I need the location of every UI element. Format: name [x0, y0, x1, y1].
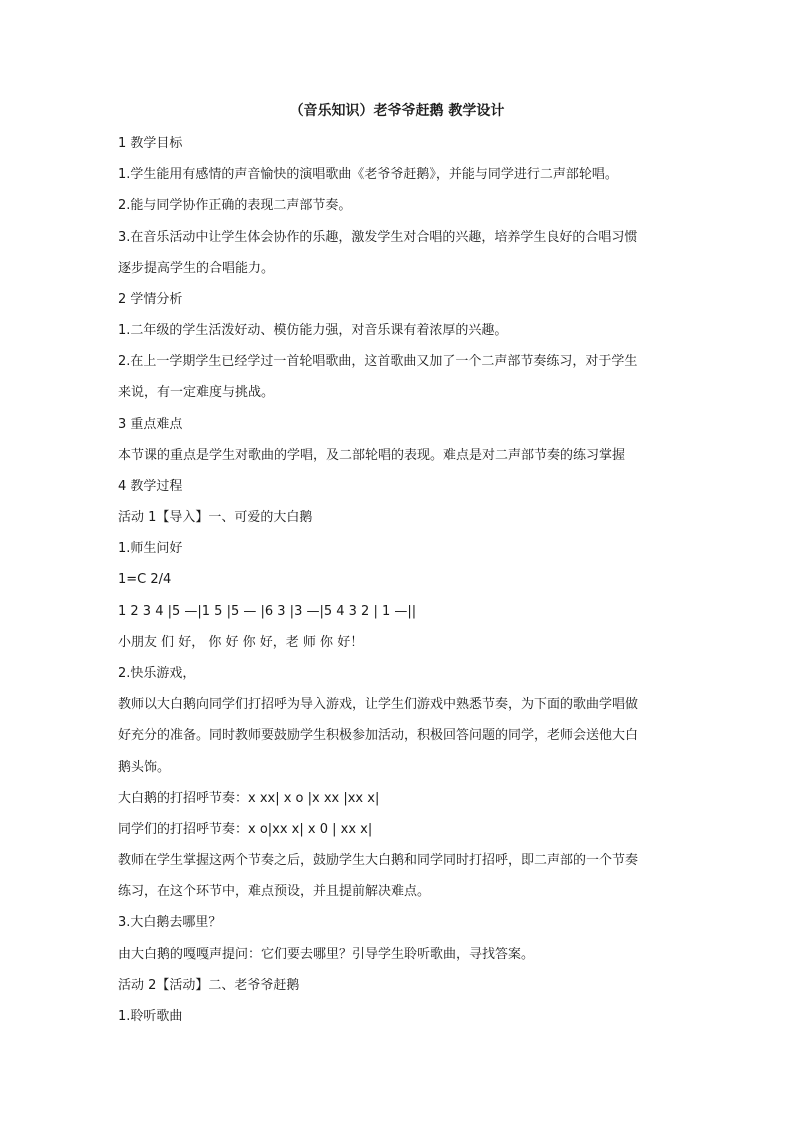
paragraph-line: 由大白鹅的嘎嘎声提问：它们要去哪里？引导学生聆听歌曲，寻找答案。 — [118, 947, 535, 962]
paragraph-line: 1.二年级的学生活泼好动、模仿能力强，对音乐课有着浓厚的兴趣。 — [118, 323, 508, 338]
document-title: （音乐知识）老爷爷赶鹅 教学设计 — [289, 103, 505, 119]
section-heading-objectives: 1 教学目标 — [118, 136, 183, 151]
paragraph-line: 1.聆听歌曲 — [118, 1009, 183, 1024]
music-notation-line: 1 2 3 4 |5 —|1 5 |5 — |6 3 |3 —|5 4 3 2 | 1 —|| — [118, 604, 417, 619]
rhythm-line: 同学们的打招呼节奏：x o|xx x| x 0 | xx x| — [118, 822, 373, 837]
paragraph-line: 3.大白鹅去哪里？ — [118, 915, 222, 930]
activity-heading: 活动 1【导入】一、可爱的大白鹅 — [118, 510, 313, 525]
paragraph-line: 教师以大白鹅向同学们打招呼为导入游戏，让学生们游戏中熟悉节奏，为下面的歌曲学唱做 — [118, 697, 639, 712]
paragraph-line: 鹅头饰。 — [118, 760, 171, 775]
section-heading-key-points: 3 重点难点 — [118, 417, 183, 432]
music-key-line: 1=C 2/4 — [118, 572, 172, 587]
paragraph-line: 教师在学生掌握这两个节奏之后，鼓励学生大白鹅和同学同时打招呼，即二声部的一个节奏 — [118, 853, 639, 868]
section-heading-analysis: 2 学情分析 — [118, 292, 183, 307]
paragraph-line: 2.快乐游戏， — [118, 666, 196, 681]
paragraph-line: 练习，在这个环节中，难点预设，并且提前解决难点。 — [118, 884, 431, 899]
rhythm-line: 大白鹅的打招呼节奏：x xx| x o |x xx |xx x| — [118, 791, 380, 806]
paragraph-line: 逐步提高学生的合唱能力。 — [118, 261, 275, 276]
paragraph-line: 2.在上一学期学生已经学过一首轮唱歌曲，这首歌曲又加了一个二声部节奏练习，对于学生 — [118, 354, 638, 369]
paragraph-line: 2.能与同学协作正确的表现二声部节奏。 — [118, 198, 352, 213]
paragraph-line: 1.学生能用有感情的声音愉快的演唱歌曲《老爷爷赶鹅》，并能与同学进行二声部轮唱。 — [118, 167, 618, 182]
paragraph-line: 3.在音乐活动中让学生体会协作的乐趣，激发学生对合唱的兴趣，培养学生良好的合唱习惯 — [118, 230, 638, 245]
section-heading-process: 4 教学过程 — [118, 479, 183, 494]
lyrics-line: 小朋友 们 好， 你 好 你 好，老 师 你 好！ — [118, 635, 364, 650]
activity-heading: 活动 2【活动】二、老爷爷赶鹅 — [118, 978, 300, 993]
paragraph-line: 好充分的准备。同时教师要鼓励学生积极参加活动，积极回答问题的同学，老师会送他大白 — [118, 728, 639, 743]
paragraph-line: 1.师生问好 — [118, 541, 183, 556]
paragraph-line: 本节课的重点是学生对歌曲的学唱，及二部轮唱的表现。难点是对二声部节奏的练习掌握 — [118, 448, 626, 463]
paragraph-line: 来说，有一定难度与挑战。 — [118, 385, 275, 400]
